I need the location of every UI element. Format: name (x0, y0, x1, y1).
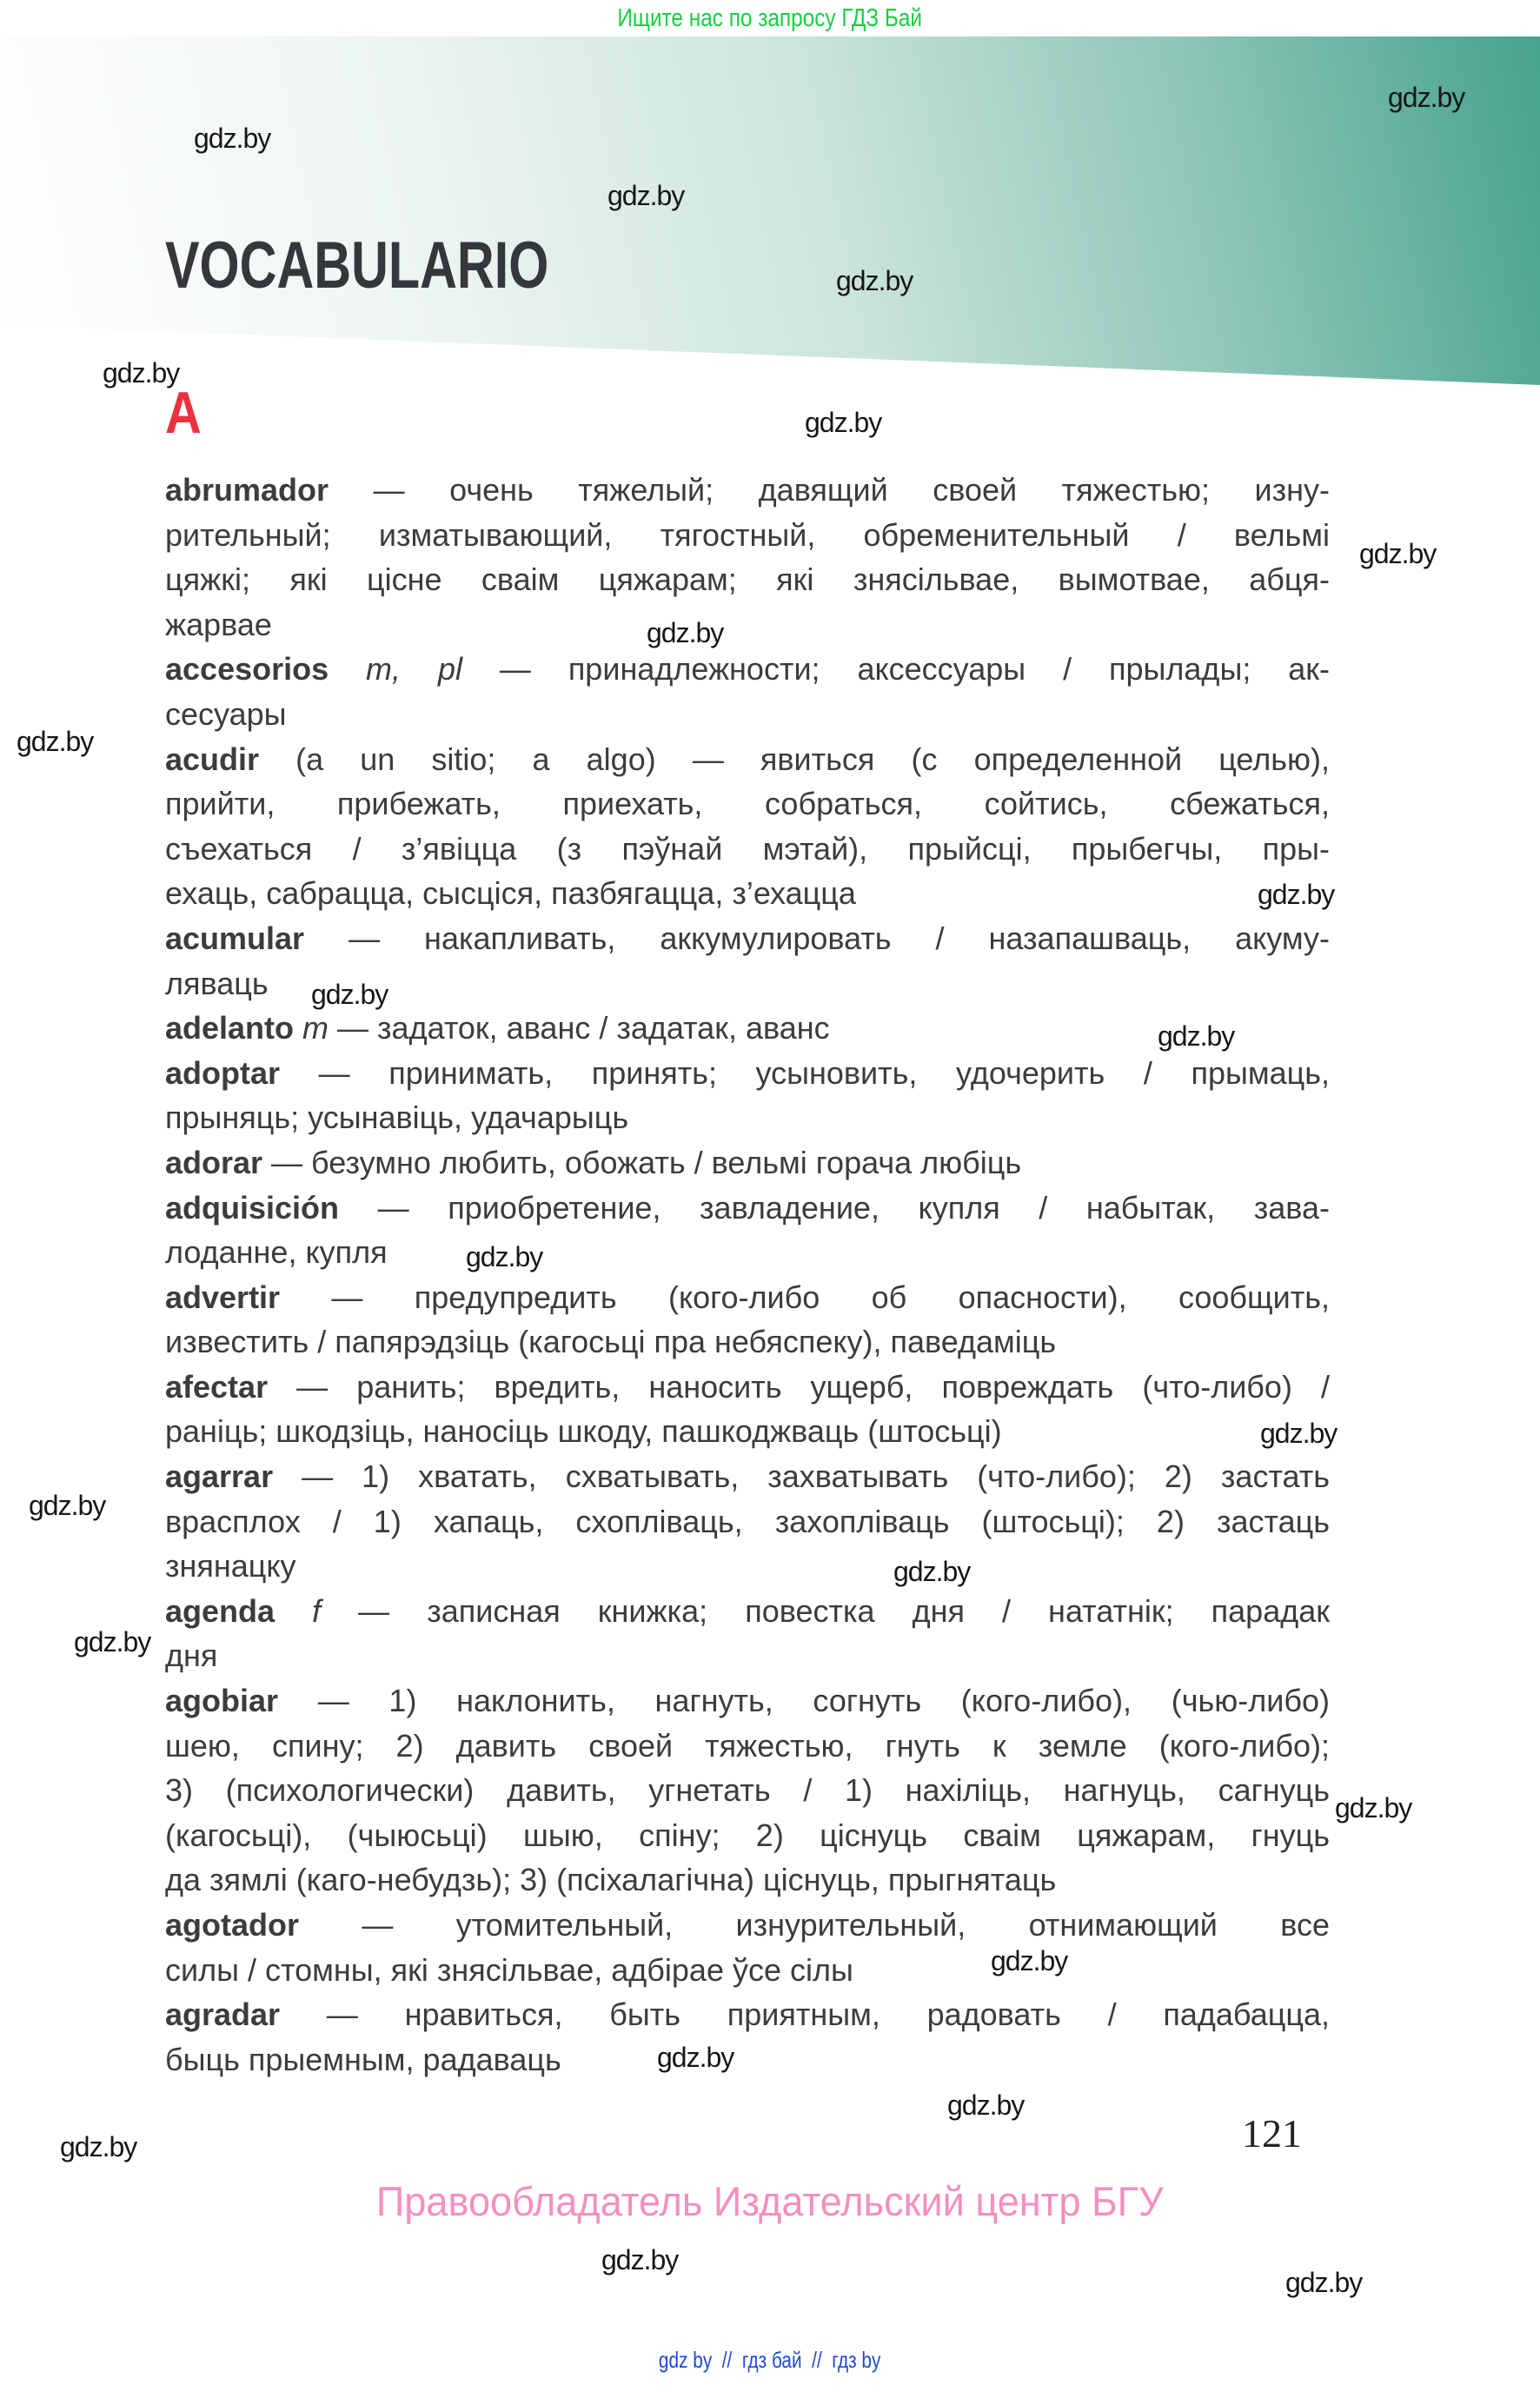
entry-line (165, 1275, 1330, 1320)
headword: adoptar (165, 1054, 281, 1091)
text-run (294, 1010, 302, 1046)
entry-line (165, 1095, 1330, 1140)
vocab-list (165, 468, 1330, 2082)
text-run: знянацку (165, 1548, 296, 1584)
headword: afectar (165, 1368, 269, 1405)
text-run: (a un sitio; a algo) — явиться (с определенной целью), (259, 741, 1330, 777)
headword: advertir (165, 1279, 281, 1315)
text-run: — утомительный, изнурительный, отнимающий все (299, 1907, 1330, 1943)
entry-line (165, 1589, 1330, 1634)
entry-line (165, 1365, 1330, 1410)
gdz-watermark: gdz.by (466, 1241, 543, 1272)
text-run (329, 651, 366, 687)
vocab-entry (165, 1903, 1330, 1992)
headword: agotador (165, 1907, 300, 1943)
entry-line (165, 1186, 1330, 1231)
entry-line (165, 1319, 1330, 1365)
headword: acumular (165, 920, 305, 956)
gdz-watermark: gdz.by (103, 357, 180, 389)
entry-line (165, 1409, 1330, 1454)
entry-line (165, 1992, 1330, 2037)
text-run: сесуары (165, 695, 287, 732)
gdz-watermark: gdz.by (1158, 1020, 1235, 1052)
headword: adelanto (165, 1010, 295, 1046)
headword: acudir (165, 741, 260, 777)
entry-line (165, 737, 1330, 782)
pos-marker: m, pl (366, 651, 462, 688)
gdz-watermark: gdz.by (29, 1490, 106, 1521)
entry-line (165, 1006, 1330, 1051)
text-run: (кагосьці), (чыюсьці) шыю, спіну; 2) ціснуць сваім цяжарам, гнуць (165, 1817, 1330, 1853)
text-run: быць прыемным, радаваць (165, 2041, 561, 2077)
headword: agenda (165, 1592, 275, 1629)
footer-links-text[interactable]: gdz by // гдз бай // гдз by (659, 2347, 881, 2373)
entry-line (165, 916, 1330, 961)
text-run: прыняць; усынавіць, удачарыць (165, 1099, 629, 1136)
gdz-watermark: gdz.by (1388, 82, 1465, 113)
entry-line (165, 468, 1330, 513)
page-number: 121 (1242, 2111, 1302, 2156)
gdz-watermark: gdz.by (657, 2042, 734, 2073)
gdz-watermark: gdz.by (647, 617, 724, 648)
text-run: шею, спину; 2) давить своей тяжестью, гнуть к земле (кого-либо); (165, 1727, 1330, 1764)
entry-line (165, 827, 1330, 872)
entry-line (165, 871, 1330, 916)
top-banner (0, 0, 1540, 37)
headword: adorar (165, 1144, 263, 1180)
headword: agarrar (165, 1458, 274, 1495)
vocab-entry (165, 1678, 1330, 1903)
copyright-text: Правообладатель Издательский центр БГУ (376, 2178, 1164, 2224)
vocab-entry (165, 1992, 1330, 2082)
page-title: VOCABULARIO (165, 229, 549, 302)
entry-line (165, 1724, 1330, 1769)
headword: agradar (165, 1996, 281, 2033)
text-run: ляваць (165, 965, 269, 1001)
vocab-entry (165, 1454, 1330, 1589)
text-run: — предупредить (кого-либо об опасности), сообщить, (280, 1279, 1330, 1315)
text-run (275, 1593, 312, 1629)
headword: accesorios (165, 651, 329, 688)
gdz-watermark: gdz.by (1285, 2267, 1363, 2298)
text-run: — задаток, аванс / задатак, аванс (329, 1010, 830, 1046)
text-run: врасплох / 1) хапаць, схопліваць, захопліваць (штосьці); 2) застаць (165, 1503, 1330, 1539)
footer-links[interactable] (0, 2347, 1540, 2374)
vocab-entry (165, 1275, 1330, 1365)
entry-line (165, 647, 1330, 692)
copyright-line (0, 2178, 1540, 2225)
text-run: съехаться / з’явіцца (з пэўнай мэтай), прыйсці, прыбегчы, пры- (165, 830, 1330, 867)
entry-line (165, 1230, 1330, 1275)
entry-line (165, 1454, 1330, 1499)
text-run: известить / папярэдзіць (кагосьці пра небяспеку), паведаміць (165, 1324, 1057, 1360)
headword: agobiar (165, 1683, 279, 1719)
entry-line (165, 1633, 1330, 1678)
headword: abrumador (165, 472, 329, 508)
entry-line (165, 602, 1330, 648)
gdz-watermark: gdz.by (893, 1556, 971, 1587)
text-run: — нравиться, быть приятным, радовать / падабацца, (280, 1996, 1330, 2033)
gdz-watermark: gdz.by (1260, 1418, 1338, 1449)
entry-line (165, 1857, 1330, 1903)
text-run: жарвае (165, 606, 272, 642)
vocab-entry (165, 647, 1330, 736)
entry-line (165, 692, 1330, 737)
gdz-watermark: gdz.by (1335, 1792, 1412, 1824)
text-run: — безумно любить, обожать / вельмі горача любіць (262, 1144, 1022, 1180)
entry-line (165, 1051, 1330, 1096)
vocab-entry (165, 1051, 1330, 1140)
text-run: раніць; шкодзіць, наносіць шкоду, пашкоджваць (штосьці) (165, 1413, 1002, 1450)
text-run: 3) (психологически) давить, угнетать / 1) нахіліць, нагнуць, сагнуць (165, 1772, 1330, 1809)
banner-text: Ищите нас по запросу ГДЗ Бай (617, 4, 923, 32)
gdz-watermark: gdz.by (17, 726, 94, 757)
text-run: — 1) хватать, схватывать, захватывать (что-либо); 2) застать (273, 1458, 1330, 1495)
text-run: дня (165, 1638, 218, 1674)
entry-line (165, 1768, 1330, 1813)
gdz-watermark: gdz.by (311, 979, 388, 1010)
vocab-entry (165, 737, 1330, 916)
gdz-watermark: gdz.by (991, 1945, 1068, 1976)
text-run: — очень тяжелый; давящий своей тяжестью; изну- (329, 472, 1330, 508)
gdz-watermark: gdz.by (60, 2131, 137, 2162)
text-run: — принимать, принять; усыновить, удочерить / прымаць, (280, 1054, 1330, 1091)
vocab-entry (165, 1365, 1330, 1454)
pos-marker: m (302, 1010, 329, 1046)
gdz-watermark: gdz.by (836, 265, 913, 296)
entry-line (165, 1544, 1330, 1589)
gdz-watermark: gdz.by (1258, 879, 1335, 910)
entry-line (165, 781, 1330, 827)
text-run: — записная книжка; повестка дня / нататнік; парадак (321, 1592, 1330, 1629)
gdz-watermark: gdz.by (1359, 538, 1437, 569)
entry-line (165, 1678, 1330, 1724)
pos-marker: f (312, 1592, 322, 1629)
entry-line (165, 1903, 1330, 1948)
text-run: — приобретение, завладение, купля / набытак, зава- (339, 1189, 1330, 1226)
entry-line (165, 1813, 1330, 1858)
entry-line (165, 1499, 1330, 1545)
text-run: да зямлі (каго-небудзь); 3) (псіхалагічна) ціснуць, прыгнятаць (165, 1862, 1057, 1898)
text-run: цяжкі; які цісне сваім цяжарам; які знясільвае, вымотвае, абця- (165, 561, 1330, 598)
text-run: — накапливать, аккумулировать / назапашваць, акуму- (304, 920, 1330, 956)
vocab-entry (165, 1006, 1330, 1051)
entry-line (165, 557, 1330, 602)
vocab-entry (165, 916, 1330, 1006)
text-run: — принадлежности; аксессуары / прылады; ак- (461, 651, 1330, 688)
entry-line (165, 1945, 1330, 1993)
gdz-watermark: gdz.by (74, 1626, 151, 1658)
text-run: лоданне, купля (165, 1234, 388, 1271)
text-run: силы / стомны, які знясільвае, адбірае ўсе сілы (165, 1951, 853, 1988)
gdz-watermark: gdz.by (947, 2089, 1025, 2121)
gdz-watermark: gdz.by (194, 123, 271, 154)
vocab-entry (165, 1589, 1330, 1678)
vocab-entry (165, 1186, 1330, 1275)
text-run: ехаць, сабрацца, сысціся, пазбягацца, з’ехацца (165, 875, 856, 912)
headword: adquisición (165, 1189, 340, 1226)
gdz-watermark: gdz.by (607, 180, 685, 211)
entry-line (165, 1140, 1330, 1186)
text-run: — 1) наклонить, нагнуть, согнуть (кого-либо), (чью-либо) (278, 1683, 1330, 1719)
section-letter: A (165, 380, 202, 446)
text-run: рительный; изматывающий, тягостный, обременительный / вельмі (165, 516, 1330, 553)
entry-line (165, 2037, 1330, 2083)
vocab-entry (165, 468, 1330, 647)
vocab-entry (165, 1140, 1330, 1186)
text-run: — ранить; вредить, наносить ущерб, повреждать (что-либо) / (268, 1368, 1330, 1405)
header-gradient-band (0, 37, 1540, 385)
text-run: прийти, прибежать, приехать, собраться, сойтись, сбежаться, (165, 786, 1330, 822)
entry-line (165, 961, 1330, 1006)
entry-line (165, 513, 1330, 558)
gdz-watermark: gdz.by (601, 2244, 679, 2275)
gdz-watermark: gdz.by (805, 407, 882, 438)
